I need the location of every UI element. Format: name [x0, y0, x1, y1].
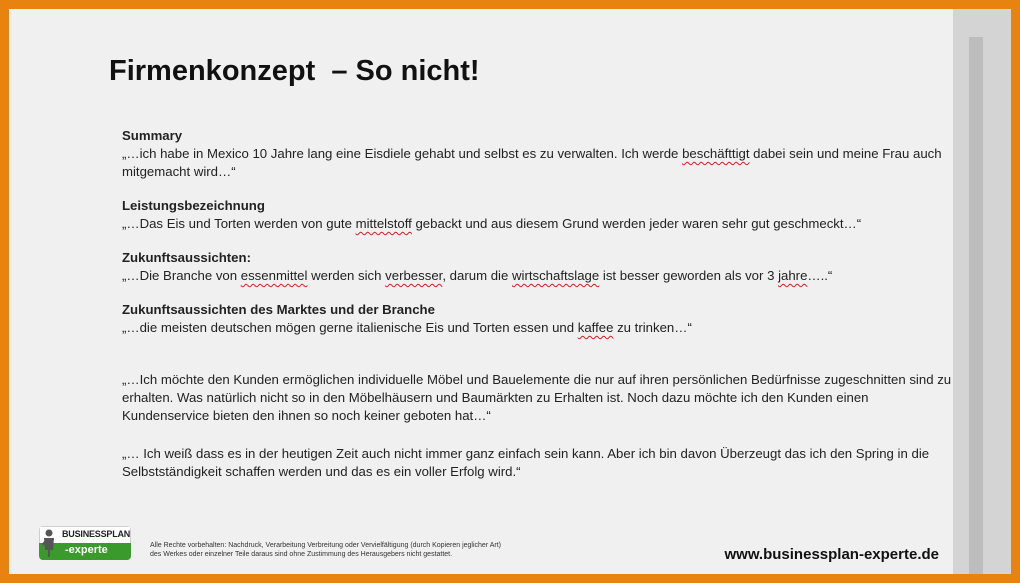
- businessplan-logo[interactable]: [39, 526, 131, 560]
- section-zukunftsaussichten: [122, 249, 952, 285]
- paragraph-moebel: „…Ich möchte den Kunden ermöglichen individuelle Möbel und Bauelemente die nur auf ihren persönlichen Bedürfnisse zugeschnitten sind zu erhalten. Was natürlich nicht so in den Möbelhäusern und Baumärkten zu Erhalten ist. Noch dazu möchte ich den Kunden einen Kundenservice bieten den ihnen so noch keiner geboten hat…“: [122, 372, 952, 423]
- misspelled-word: wirtschaftslage: [511, 268, 600, 283]
- misspelled-word: essenmittel: [240, 268, 308, 283]
- section-markt-branche: [122, 301, 952, 337]
- section-heading: Zukunftsaussichten des Marktes und der Branche: [122, 302, 435, 317]
- person-figure-icon: [41, 528, 57, 558]
- slide-title: Firmenkonzept – So nicht!: [109, 55, 480, 87]
- slide: [9, 9, 1011, 574]
- misspelled-word: mittelstoff: [355, 216, 412, 231]
- misspelled-word: jahre: [778, 268, 808, 283]
- misspelled-word: kaffee: [577, 320, 614, 335]
- section-text: „…ich habe in Mexico 10 Jahre lang eine Eisdiele gehabt und selbst es zu verwalten. Ich werde beschäfttigt dabei sein und meine Frau auch mitgemacht wird…“: [122, 146, 942, 179]
- section-summary: [122, 127, 952, 181]
- section-heading: Summary: [122, 128, 183, 143]
- logo-text-businessplan: BUSINESSPLAN: [62, 529, 131, 539]
- slide-side-bar: [953, 9, 1011, 574]
- section-text: „…Das Eis und Torten werden von gute mittelstoff gebackt und aus diesem Grund werden jeder waren sehr gut geschmeckt…“: [122, 216, 862, 231]
- logo-text-experte: -experte: [65, 544, 108, 556]
- paragraph-selbststaendigkeit: „… Ich weiß dass es in der heutigen Zeit auch nicht immer ganz einfach sein kann. Aber ich bin davon Überzeugt das ich den Spring in die Selbstständigkeit schaffen werden und das es ein voller Erfolg wird.“: [122, 446, 930, 479]
- misspelled-word: verbesser: [385, 268, 443, 283]
- slide-side-bar-inner: [969, 37, 983, 574]
- section-leistungsbezeichnung: [122, 197, 952, 233]
- section-heading: Leistungsbezeichnung: [122, 198, 265, 213]
- slide-content: [122, 127, 952, 481]
- misspelled-word: beschäfttigt: [682, 146, 750, 161]
- section-text: „…Die Branche von essenmittel werden sich verbesser, darum die wirtschaftslage ist besser geworden als vor 3 jahre…..“: [122, 268, 833, 283]
- section-text: „…die meisten deutschen mögen gerne italienische Eis und Torten essen und kaffee zu trinken…“: [122, 320, 692, 335]
- section-heading: Zukunftsaussichten:: [122, 250, 251, 265]
- copyright-notice: Alle Rechte vorbehalten: Nachdruck, Verarbeitung Verbreitung oder Vervielfältigung (durch Kopieren jeglicher Art) des Werkes oder einzelner Teile daraus sind ohne Zustimmung des Herausgebers nicht gestattet.: [150, 542, 501, 558]
- website-link[interactable]: www.businessplan-experte.de: [724, 546, 939, 563]
